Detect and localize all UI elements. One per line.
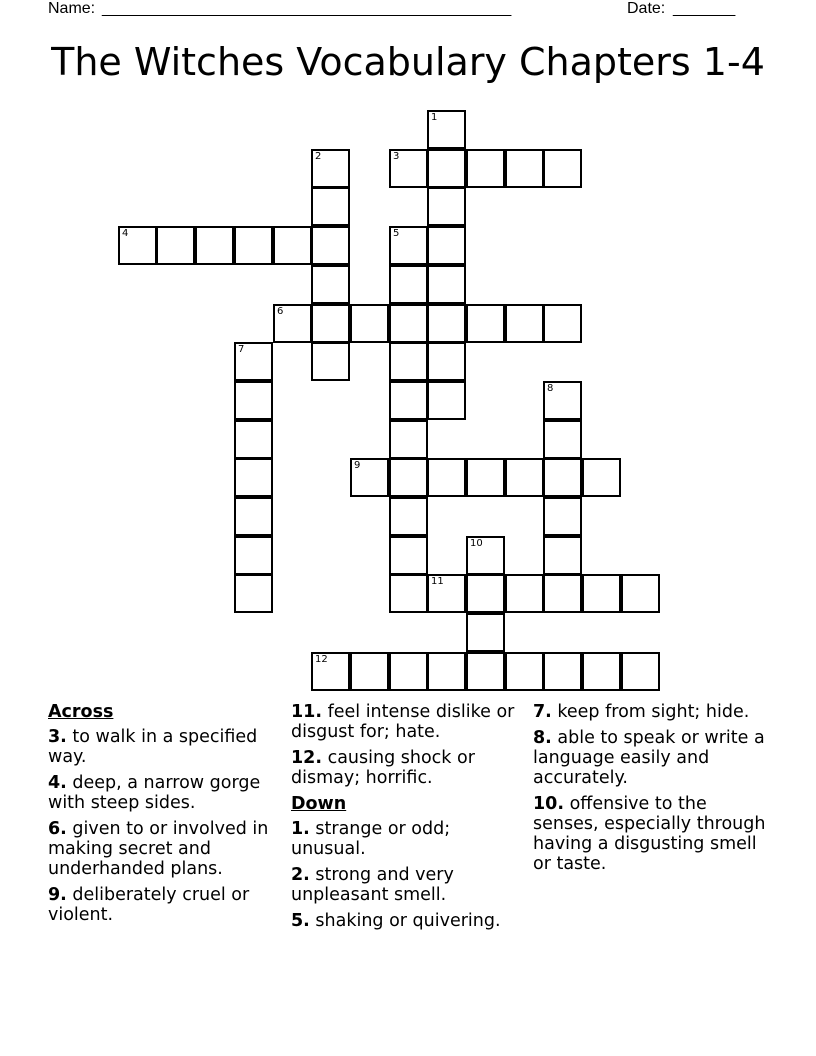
grid-cell[interactable] xyxy=(389,652,428,691)
cell-number: 10 xyxy=(470,538,483,549)
clue-number: 2. xyxy=(291,865,310,885)
cell-number: 2 xyxy=(315,151,322,162)
grid-cell[interactable] xyxy=(389,149,428,188)
grid-cell[interactable] xyxy=(466,613,505,652)
grid-cell[interactable] xyxy=(543,536,582,575)
grid-cell[interactable] xyxy=(427,149,466,188)
grid-cell[interactable] xyxy=(427,187,466,226)
clue-across-11 xyxy=(291,702,516,742)
clue-number: 3. xyxy=(48,727,67,747)
grid-cell[interactable] xyxy=(466,458,505,497)
grid-cell[interactable] xyxy=(427,652,466,691)
grid-cell[interactable] xyxy=(389,458,428,497)
clue-text: causing shock or dismay; horrific. xyxy=(291,748,475,788)
grid-cell[interactable] xyxy=(311,226,350,265)
grid-cell[interactable] xyxy=(350,652,389,691)
grid-cell[interactable] xyxy=(427,342,466,381)
grid-cell[interactable] xyxy=(389,342,428,381)
clue-across-6 xyxy=(48,819,273,879)
cell-number: 12 xyxy=(315,654,328,665)
grid-cell[interactable] xyxy=(389,536,428,575)
grid-cell[interactable] xyxy=(311,304,350,343)
grid-cell[interactable] xyxy=(234,226,273,265)
grid-cell[interactable] xyxy=(234,497,273,536)
grid-cell[interactable] xyxy=(350,304,389,343)
grid-cell[interactable] xyxy=(427,381,466,420)
clue-across-3 xyxy=(48,727,273,767)
grid-cell[interactable] xyxy=(505,149,544,188)
grid-cell[interactable] xyxy=(543,381,582,420)
grid-cell[interactable] xyxy=(427,458,466,497)
grid-cell[interactable] xyxy=(427,574,466,613)
clue-number: 11. xyxy=(291,702,323,722)
grid-cell[interactable] xyxy=(427,304,466,343)
grid-cell[interactable] xyxy=(389,574,428,613)
grid-cell[interactable] xyxy=(427,265,466,304)
grid-cell[interactable] xyxy=(582,458,621,497)
grid-cell[interactable] xyxy=(389,265,428,304)
grid-cell[interactable] xyxy=(195,226,234,265)
grid-cell[interactable] xyxy=(505,458,544,497)
clue-number: 4. xyxy=(48,773,67,793)
clue-column-2 xyxy=(291,702,516,937)
grid-cell[interactable] xyxy=(543,497,582,536)
clue-down-1 xyxy=(291,819,516,859)
clue-number: 6. xyxy=(48,819,67,839)
grid-cell[interactable] xyxy=(543,458,582,497)
grid-cell[interactable] xyxy=(311,187,350,226)
clue-column-1 xyxy=(48,702,273,931)
grid-cell[interactable] xyxy=(389,381,428,420)
grid-cell[interactable] xyxy=(234,381,273,420)
clue-down-7 xyxy=(533,702,773,722)
clue-across-4 xyxy=(48,773,273,813)
grid-cell[interactable] xyxy=(543,652,582,691)
grid-cell[interactable] xyxy=(311,149,350,188)
clue-column-3 xyxy=(533,702,773,880)
grid-cell[interactable] xyxy=(311,265,350,304)
clue-text: keep from sight; hide. xyxy=(551,702,750,722)
across-heading: Across xyxy=(48,702,114,722)
grid-cell[interactable] xyxy=(466,536,505,575)
grid-cell[interactable] xyxy=(389,497,428,536)
name-label: Name: xyxy=(48,0,96,17)
grid-cell[interactable] xyxy=(505,304,544,343)
page-title: The Witches Vocabulary Chapters 1-4 xyxy=(51,40,765,84)
grid-cell[interactable] xyxy=(234,574,273,613)
grid-cell[interactable] xyxy=(234,420,273,459)
grid-cell[interactable] xyxy=(311,652,350,691)
grid-cell[interactable] xyxy=(118,226,157,265)
grid-cell[interactable] xyxy=(427,110,466,149)
clue-number: 8. xyxy=(533,728,552,748)
grid-cell[interactable] xyxy=(543,149,582,188)
grid-cell[interactable] xyxy=(505,652,544,691)
clue-text: deliberately cruel or violent. xyxy=(48,885,250,925)
clue-number: 7. xyxy=(533,702,552,722)
clue-text: feel intense dislike or disgust for; hate. xyxy=(291,702,515,742)
clue-number: 1. xyxy=(291,819,310,839)
grid-cell[interactable] xyxy=(350,458,389,497)
name-field[interactable]: ______________________________________________ xyxy=(102,0,512,17)
clue-text: strong and very unpleasant smell. xyxy=(291,865,454,905)
grid-cell[interactable] xyxy=(466,149,505,188)
grid-cell[interactable] xyxy=(543,304,582,343)
grid-cell[interactable] xyxy=(427,226,466,265)
clue-number: 9. xyxy=(48,885,67,905)
clue-across-9 xyxy=(48,885,273,925)
cell-number: 4 xyxy=(122,228,129,239)
clue-text: to walk in a specified way. xyxy=(48,727,258,767)
cell-number: 9 xyxy=(354,460,361,471)
clue-number: 12. xyxy=(291,748,323,768)
grid-cell[interactable] xyxy=(505,574,544,613)
grid-cell[interactable] xyxy=(389,304,428,343)
date-label: Date: xyxy=(627,0,666,17)
grid-cell[interactable] xyxy=(234,536,273,575)
cell-number: 5 xyxy=(393,228,400,239)
clue-down-5 xyxy=(291,911,516,931)
grid-cell[interactable] xyxy=(273,226,312,265)
cell-number: 8 xyxy=(547,383,554,394)
grid-cell[interactable] xyxy=(273,304,312,343)
clue-text: shaking or quivering. xyxy=(309,911,501,931)
grid-cell[interactable] xyxy=(466,304,505,343)
grid-cell[interactable] xyxy=(621,574,660,613)
clue-across-12 xyxy=(291,748,516,788)
clue-number: 5. xyxy=(291,911,310,931)
clue-text: given to or involved in making secret and underhanded plans. xyxy=(48,819,269,879)
grid-cell[interactable] xyxy=(389,420,428,459)
grid-cell[interactable] xyxy=(582,652,621,691)
clue-down-2 xyxy=(291,865,516,905)
grid-cell[interactable] xyxy=(466,574,505,613)
grid-cell[interactable] xyxy=(234,342,273,381)
grid-cell[interactable] xyxy=(582,574,621,613)
clue-text: able to speak or write a language easily and accurately. xyxy=(533,728,765,788)
grid-cell[interactable] xyxy=(234,458,273,497)
clue-text: deep, a narrow gorge with steep sides. xyxy=(48,773,261,813)
cell-number: 6 xyxy=(277,306,284,317)
grid-cell[interactable] xyxy=(543,420,582,459)
cell-number: 3 xyxy=(393,151,400,162)
down-heading: Down xyxy=(291,794,347,814)
cell-number: 7 xyxy=(238,344,245,355)
date-field[interactable]: _______ xyxy=(673,0,736,17)
clue-down-10 xyxy=(533,794,773,874)
grid-cell[interactable] xyxy=(466,652,505,691)
cell-number: 1 xyxy=(431,112,438,123)
grid-cell[interactable] xyxy=(156,226,195,265)
grid-cell[interactable] xyxy=(311,342,350,381)
grid-cell[interactable] xyxy=(621,652,660,691)
clue-number: 10. xyxy=(533,794,565,814)
cell-number: 11 xyxy=(431,576,444,587)
clue-text: strange or odd; unusual. xyxy=(291,819,451,859)
clue-text: offensive to the senses, especially through having a disgusting smell or taste. xyxy=(533,794,766,874)
grid-cell[interactable] xyxy=(543,574,582,613)
clue-down-8 xyxy=(533,728,773,788)
grid-cell[interactable] xyxy=(389,226,428,265)
